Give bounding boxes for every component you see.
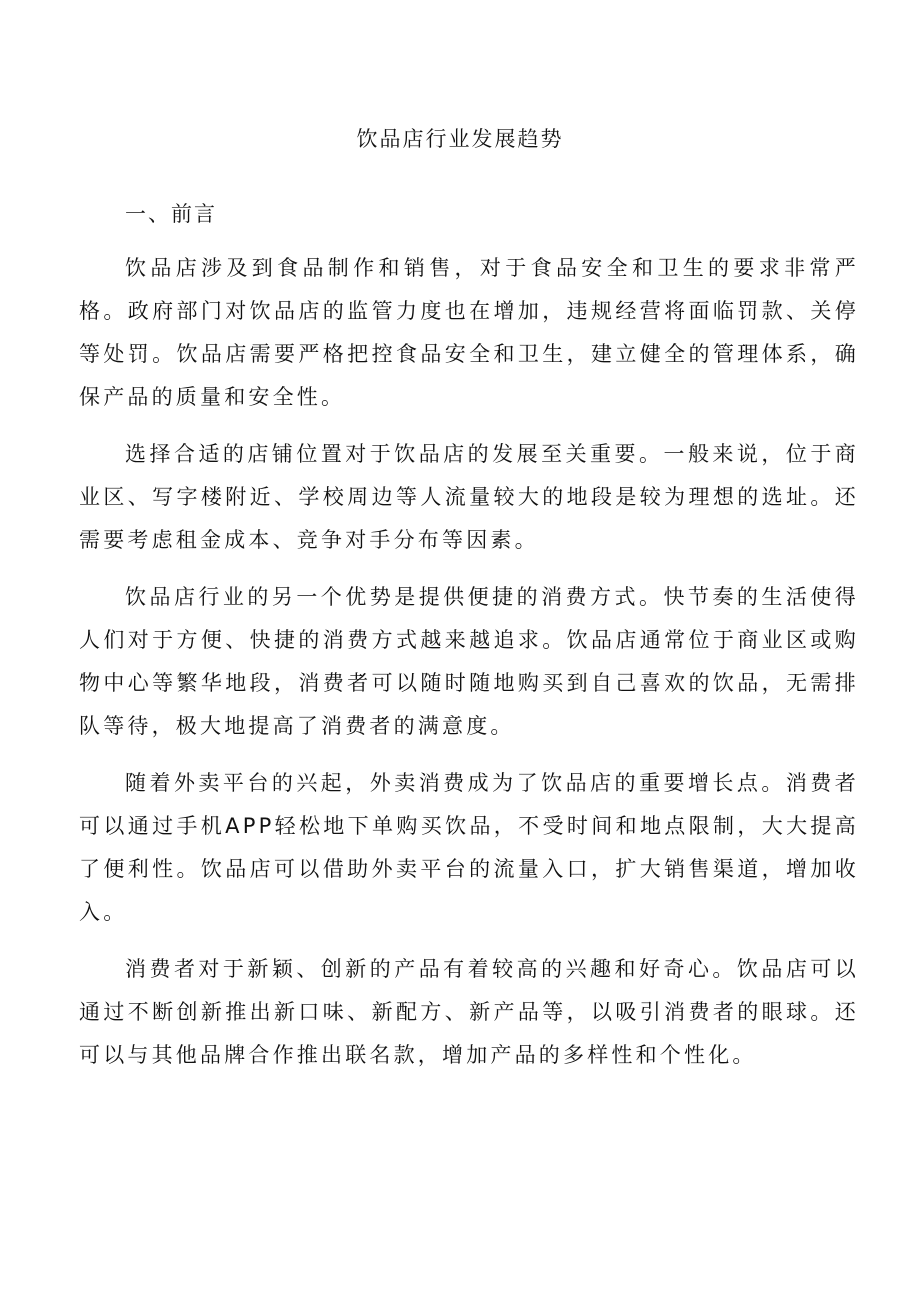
- paragraph: 选择合适的店铺位置对于饮品店的发展至关重要。一般来说，位于商业区、写字楼附近、学校周边等人流量较大的地段是较为理想的选址。还需要考虑租金成本、竞争对手分布等因素。: [79, 442, 859, 552]
- paragraph: 随着外卖平台的兴起，外卖消费成为了饮品店的重要增长点。消费者可以通过手机APP轻松地下单购买饮品，不受时间和地点限制，大大提高了便利性。饮品店可以借助外卖平台的流量入口，扩大销售渠道，增加收入。: [79, 771, 859, 924]
- document-body: [79, 195, 859, 1091]
- paragraph: 饮品店涉及到食品制作和销售，对于食品安全和卫生的要求非常严格。政府部门对饮品店的监管力度也在增加，违规经营将面临罚款、关停等处罚。饮品店需要严格把控食品安全和卫生，建立健全的管理体系，确保产品的质量和安全性。: [79, 256, 859, 409]
- paragraph: 消费者对于新颖、创新的产品有着较高的兴趣和好奇心。饮品店可以通过不断创新推出新口味、新配方、新产品等，以吸引消费者的眼球。还可以与其他品牌合作推出联名款，增加产品的多样性和个性化。: [79, 957, 859, 1067]
- document-title: 饮品店行业发展趋势: [356, 127, 564, 151]
- paragraph: 饮品店行业的另一个优势是提供便捷的消费方式。快节奏的生活使得人们对于方便、快捷的消费方式越来越追求。饮品店通常位于商业区或购物中心等繁华地段，消费者可以随时随地购买到自己喜欢的饮品，无需排队等待，极大地提高了消费者的满意度。: [79, 585, 859, 738]
- section-heading-preface: 一、前言: [125, 202, 217, 226]
